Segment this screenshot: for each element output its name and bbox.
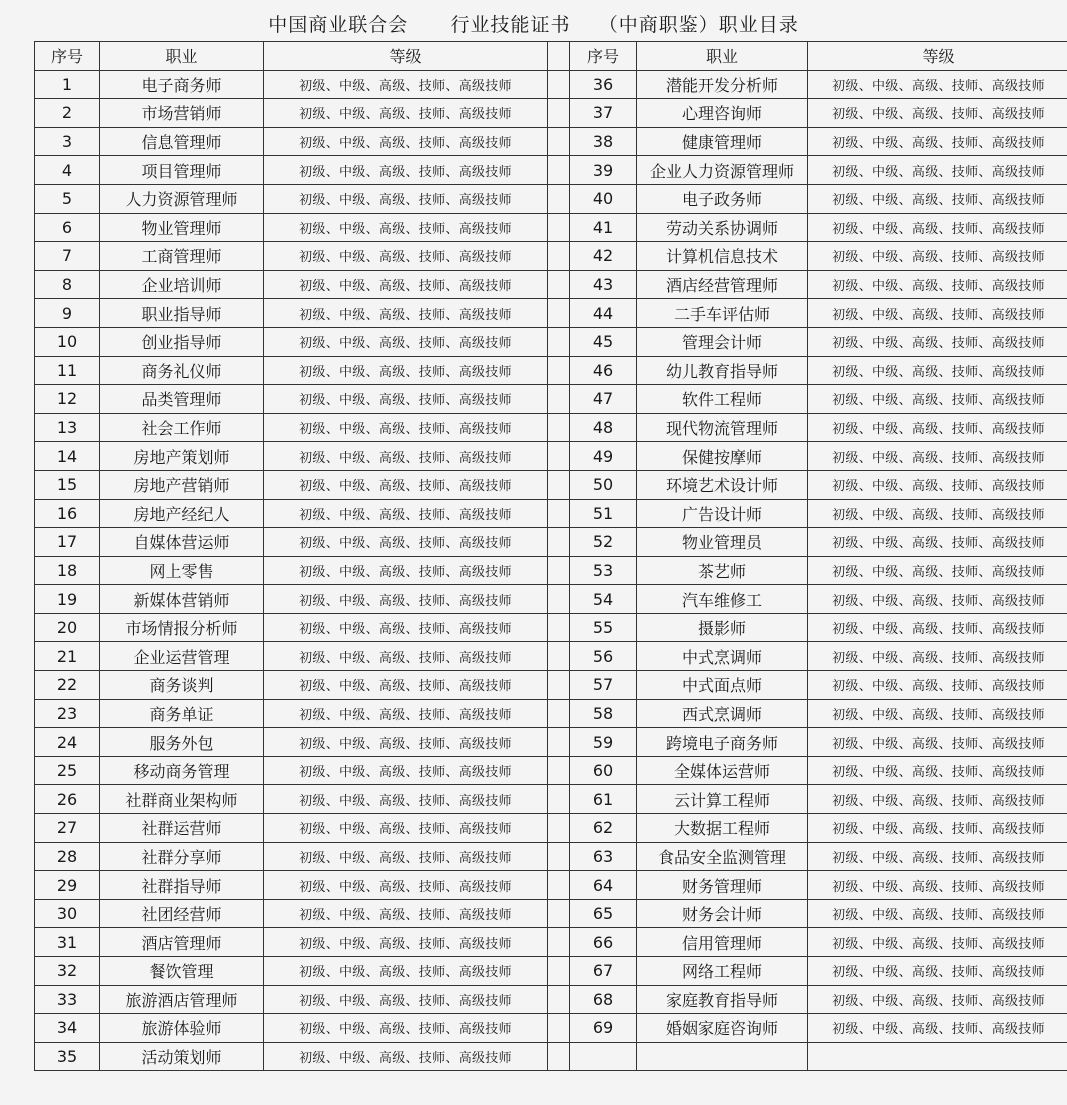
row-number: 33 (35, 985, 100, 1014)
occupation-table (34, 41, 1067, 1071)
column-gap (548, 814, 570, 843)
table-row (35, 327, 1067, 356)
occupation-name: 二手车评估师 (637, 299, 808, 328)
level-list: 初级、中级、高级、技师、高级技师 (808, 327, 1067, 356)
occupation-name: 项目管理师 (100, 156, 264, 185)
row-number: 39 (570, 156, 637, 185)
level-list: 初级、中级、高级、技师、高级技师 (808, 385, 1067, 414)
occupation-name: 财务管理师 (637, 871, 808, 900)
column-gap (548, 270, 570, 299)
level-list: 初级、中级、高级、技师、高级技师 (264, 585, 548, 614)
occupation-name: 企业运营管理 (100, 642, 264, 671)
occupation-name: 商务礼仪师 (100, 356, 264, 385)
row-number: 59 (570, 728, 637, 757)
level-list: 初级、中级、高级、技师、高级技师 (808, 957, 1067, 986)
level-list: 初级、中级、高级、技师、高级技师 (264, 156, 548, 185)
occupation-name: 社会工作师 (100, 413, 264, 442)
row-number: 56 (570, 642, 637, 671)
level-list: 初级、中级、高级、技师、高级技师 (808, 356, 1067, 385)
occupation-name: 房地产策划师 (100, 442, 264, 471)
table-row (35, 756, 1067, 785)
level-list: 初级、中级、高级、技师、高级技师 (808, 928, 1067, 957)
row-number: 23 (35, 699, 100, 728)
occupation-name: 物业管理员 (637, 528, 808, 557)
occupation-name: 广告设计师 (637, 499, 808, 528)
table-row (35, 585, 1067, 614)
column-gap (548, 1042, 570, 1071)
level-list: 初级、中级、高级、技师、高级技师 (808, 728, 1067, 757)
level-list: 初级、中级、高级、技师、高级技师 (808, 556, 1067, 585)
level-list (808, 1042, 1067, 1071)
table-row (35, 613, 1067, 642)
level-list: 初级、中级、高级、技师、高级技师 (264, 99, 548, 128)
row-number: 37 (570, 99, 637, 128)
row-number: 20 (35, 613, 100, 642)
row-number: 31 (35, 928, 100, 957)
level-list: 初级、中级、高级、技师、高级技师 (264, 70, 548, 99)
row-number: 42 (570, 242, 637, 271)
occupation-name: 食品安全监测管理 (637, 842, 808, 871)
level-list: 初级、中级、高级、技师、高级技师 (808, 299, 1067, 328)
header-no-right: 序号 (570, 42, 637, 71)
level-list: 初级、中级、高级、技师、高级技师 (808, 156, 1067, 185)
row-number: 5 (35, 184, 100, 213)
occupation-name: 社群指导师 (100, 871, 264, 900)
occupation-name: 社团经营师 (100, 899, 264, 928)
level-list: 初级、中级、高级、技师、高级技师 (264, 270, 548, 299)
row-number: 55 (570, 613, 637, 642)
occupation-name: 社群运营师 (100, 814, 264, 843)
page-title: 中国商业联合会 行业技能证书 （中商职鉴）职业目录 (268, 14, 799, 36)
row-number: 58 (570, 699, 637, 728)
occupation-name: 房地产经纪人 (100, 499, 264, 528)
occupation-name: 现代物流管理师 (637, 413, 808, 442)
level-list: 初级、中级、高级、技师、高级技师 (264, 699, 548, 728)
row-number: 24 (35, 728, 100, 757)
row-number: 63 (570, 842, 637, 871)
row-number: 61 (570, 785, 637, 814)
header-level-left: 等级 (264, 42, 548, 71)
table-row (35, 699, 1067, 728)
level-list: 初级、中级、高级、技师、高级技师 (264, 613, 548, 642)
occupation-name: 人力资源管理师 (100, 184, 264, 213)
header-no-left: 序号 (35, 42, 100, 71)
level-list: 初级、中级、高级、技师、高级技师 (264, 299, 548, 328)
occupation-name: 婚姻家庭咨询师 (637, 1014, 808, 1043)
row-number: 44 (570, 299, 637, 328)
level-list: 初级、中级、高级、技师、高级技师 (264, 327, 548, 356)
table-row (35, 99, 1067, 128)
table-row (35, 814, 1067, 843)
level-list: 初级、中级、高级、技师、高级技师 (264, 413, 548, 442)
row-number: 65 (570, 899, 637, 928)
level-list: 初级、中级、高级、技师、高级技师 (264, 1042, 548, 1071)
occupation-name: 活动策划师 (100, 1042, 264, 1071)
occupation-name: 商务谈判 (100, 671, 264, 700)
column-gap (548, 613, 570, 642)
level-list: 初级、中级、高级、技师、高级技师 (264, 242, 548, 271)
occupation-name: 网上零售 (100, 556, 264, 585)
row-number: 41 (570, 213, 637, 242)
level-list: 初级、中级、高级、技师、高级技师 (808, 528, 1067, 557)
header-job-left: 职业 (100, 42, 264, 71)
occupation-name: 家庭教育指导师 (637, 985, 808, 1014)
level-list: 初级、中级、高级、技师、高级技师 (808, 184, 1067, 213)
table-row (35, 184, 1067, 213)
level-list: 初级、中级、高级、技师、高级技师 (808, 99, 1067, 128)
occupation-name: 中式面点师 (637, 671, 808, 700)
occupation-name: 计算机信息技术 (637, 242, 808, 271)
occupation-name: 中式烹调师 (637, 642, 808, 671)
level-list: 初级、中级、高级、技师、高级技师 (264, 899, 548, 928)
row-number: 38 (570, 127, 637, 156)
row-number: 18 (35, 556, 100, 585)
occupation-name: 自媒体营运师 (100, 528, 264, 557)
occupation-name: 茶艺师 (637, 556, 808, 585)
occupation-name: 大数据工程师 (637, 814, 808, 843)
table-row (35, 413, 1067, 442)
row-number: 52 (570, 528, 637, 557)
row-number: 57 (570, 671, 637, 700)
occupation-name: 信息管理师 (100, 127, 264, 156)
level-list: 初级、中级、高级、技师、高级技师 (808, 642, 1067, 671)
column-gap (548, 585, 570, 614)
level-list: 初级、中级、高级、技师、高级技师 (264, 356, 548, 385)
level-list: 初级、中级、高级、技师、高级技师 (264, 957, 548, 986)
occupation-name: 网络工程师 (637, 957, 808, 986)
column-gap (548, 156, 570, 185)
row-number: 10 (35, 327, 100, 356)
occupation-name: 服务外包 (100, 728, 264, 757)
table-row (35, 728, 1067, 757)
occupation-name: 云计算工程师 (637, 785, 808, 814)
row-number: 68 (570, 985, 637, 1014)
column-gap (548, 70, 570, 99)
occupation-name: 环境艺术设计师 (637, 470, 808, 499)
row-number: 19 (35, 585, 100, 614)
column-gap (548, 899, 570, 928)
level-list: 初级、中级、高级、技师、高级技师 (264, 785, 548, 814)
occupation-name: 管理会计师 (637, 327, 808, 356)
row-number: 49 (570, 442, 637, 471)
level-list: 初级、中级、高级、技师、高级技师 (264, 127, 548, 156)
row-number: 67 (570, 957, 637, 986)
level-list: 初级、中级、高级、技师、高级技师 (808, 470, 1067, 499)
row-number: 3 (35, 127, 100, 156)
level-list: 初级、中级、高级、技师、高级技师 (264, 928, 548, 957)
level-list: 初级、中级、高级、技师、高级技师 (808, 127, 1067, 156)
column-gap (548, 785, 570, 814)
header-level-right: 等级 (808, 42, 1067, 71)
occupation-name: 品类管理师 (100, 385, 264, 414)
row-number: 46 (570, 356, 637, 385)
column-gap (548, 327, 570, 356)
occupation-name: 汽车维修工 (637, 585, 808, 614)
row-number: 7 (35, 242, 100, 271)
column-gap (548, 470, 570, 499)
level-list: 初级、中级、高级、技师、高级技师 (808, 814, 1067, 843)
row-number: 35 (35, 1042, 100, 1071)
column-gap (548, 699, 570, 728)
occupation-name: 摄影师 (637, 613, 808, 642)
column-gap (548, 442, 570, 471)
occupation-name: 企业培训师 (100, 270, 264, 299)
level-list: 初级、中级、高级、技师、高级技师 (264, 556, 548, 585)
occupation-name: 物业管理师 (100, 213, 264, 242)
row-number: 40 (570, 184, 637, 213)
row-number: 32 (35, 957, 100, 986)
row-number: 48 (570, 413, 637, 442)
row-number: 47 (570, 385, 637, 414)
occupation-name: 劳动关系协调师 (637, 213, 808, 242)
row-number: 64 (570, 871, 637, 900)
row-number: 17 (35, 528, 100, 557)
column-gap (548, 242, 570, 271)
table-row (35, 213, 1067, 242)
row-number: 69 (570, 1014, 637, 1043)
occupation-name (637, 1042, 808, 1071)
occupation-name: 全媒体运营师 (637, 756, 808, 785)
level-list: 初级、中级、高级、技师、高级技师 (264, 385, 548, 414)
level-list: 初级、中级、高级、技师、高级技师 (264, 1014, 548, 1043)
column-gap (548, 671, 570, 700)
row-number: 62 (570, 814, 637, 843)
occupation-name: 酒店管理师 (100, 928, 264, 957)
occupation-name: 西式烹调师 (637, 699, 808, 728)
level-list: 初级、中级、高级、技师、高级技师 (808, 213, 1067, 242)
level-list: 初级、中级、高级、技师、高级技师 (808, 1014, 1067, 1043)
occupation-name: 工商管理师 (100, 242, 264, 271)
table-row (35, 356, 1067, 385)
level-list: 初级、中级、高级、技师、高级技师 (264, 985, 548, 1014)
column-gap (548, 756, 570, 785)
level-list: 初级、中级、高级、技师、高级技师 (808, 442, 1067, 471)
table-row (35, 156, 1067, 185)
occupation-name: 房地产营销师 (100, 470, 264, 499)
occupation-name: 酒店经营管理师 (637, 270, 808, 299)
occupation-name: 职业指导师 (100, 299, 264, 328)
column-gap (548, 928, 570, 957)
occupation-name: 创业指导师 (100, 327, 264, 356)
occupation-name: 跨境电子商务师 (637, 728, 808, 757)
level-list: 初级、中级、高级、技师、高级技师 (264, 528, 548, 557)
row-number: 21 (35, 642, 100, 671)
column-gap (548, 99, 570, 128)
row-number: 30 (35, 899, 100, 928)
level-list: 初级、中级、高级、技师、高级技师 (808, 413, 1067, 442)
table-row (35, 785, 1067, 814)
row-number: 25 (35, 756, 100, 785)
column-gap (548, 728, 570, 757)
column-gap (548, 499, 570, 528)
table-row (35, 985, 1067, 1014)
occupation-name: 幼儿教育指导师 (637, 356, 808, 385)
level-list: 初级、中级、高级、技师、高级技师 (264, 442, 548, 471)
level-list: 初级、中级、高级、技师、高级技师 (808, 899, 1067, 928)
row-number: 4 (35, 156, 100, 185)
header-row (35, 42, 1067, 71)
table-row (35, 642, 1067, 671)
column-gap (548, 842, 570, 871)
row-number: 16 (35, 499, 100, 528)
column-gap (548, 556, 570, 585)
table-row (35, 442, 1067, 471)
occupation-name: 新媒体营销师 (100, 585, 264, 614)
table-row (35, 127, 1067, 156)
occupation-name: 旅游酒店管理师 (100, 985, 264, 1014)
level-list: 初级、中级、高级、技师、高级技师 (808, 585, 1067, 614)
row-number: 8 (35, 270, 100, 299)
table-row (35, 70, 1067, 99)
row-number: 28 (35, 842, 100, 871)
row-number: 50 (570, 470, 637, 499)
row-number: 34 (35, 1014, 100, 1043)
column-gap (548, 385, 570, 414)
column-gap (548, 871, 570, 900)
level-list: 初级、中级、高级、技师、高级技师 (808, 785, 1067, 814)
level-list: 初级、中级、高级、技师、高级技师 (808, 756, 1067, 785)
occupation-name: 健康管理师 (637, 127, 808, 156)
occupation-name: 软件工程师 (637, 385, 808, 414)
occupation-name: 电子政务师 (637, 184, 808, 213)
occupation-name: 心理咨询师 (637, 99, 808, 128)
row-number: 6 (35, 213, 100, 242)
row-number: 27 (35, 814, 100, 843)
level-list: 初级、中级、高级、技师、高级技师 (264, 814, 548, 843)
level-list: 初级、中级、高级、技师、高级技师 (808, 70, 1067, 99)
level-list: 初级、中级、高级、技师、高级技师 (808, 699, 1067, 728)
row-number: 9 (35, 299, 100, 328)
header-job-right: 职业 (637, 42, 808, 71)
level-list: 初级、中级、高级、技师、高级技师 (808, 842, 1067, 871)
row-number: 53 (570, 556, 637, 585)
level-list: 初级、中级、高级、技师、高级技师 (264, 642, 548, 671)
occupation-name: 市场营销师 (100, 99, 264, 128)
row-number (570, 1042, 637, 1071)
table-row (35, 1014, 1067, 1043)
occupation-name: 社群商业架构师 (100, 785, 264, 814)
level-list: 初级、中级、高级、技师、高级技师 (264, 470, 548, 499)
table-row (35, 299, 1067, 328)
table-row (35, 899, 1067, 928)
level-list: 初级、中级、高级、技师、高级技师 (808, 499, 1067, 528)
level-list: 初级、中级、高级、技师、高级技师 (808, 671, 1067, 700)
column-gap (548, 957, 570, 986)
row-number: 1 (35, 70, 100, 99)
row-number: 45 (570, 327, 637, 356)
column-gap (548, 642, 570, 671)
level-list: 初级、中级、高级、技师、高级技师 (808, 613, 1067, 642)
table-row (35, 842, 1067, 871)
table-row (35, 270, 1067, 299)
table-row (35, 1042, 1067, 1071)
column-gap (548, 42, 570, 71)
table-row (35, 928, 1067, 957)
column-gap (548, 184, 570, 213)
occupation-name: 财务会计师 (637, 899, 808, 928)
row-number: 51 (570, 499, 637, 528)
column-gap (548, 1014, 570, 1043)
row-number: 26 (35, 785, 100, 814)
row-number: 54 (570, 585, 637, 614)
row-number: 2 (35, 99, 100, 128)
occupation-name: 电子商务师 (100, 70, 264, 99)
row-number: 12 (35, 385, 100, 414)
level-list: 初级、中级、高级、技师、高级技师 (264, 756, 548, 785)
level-list: 初级、中级、高级、技师、高级技师 (264, 871, 548, 900)
row-number: 15 (35, 470, 100, 499)
row-number: 13 (35, 413, 100, 442)
occupation-name: 市场情报分析师 (100, 613, 264, 642)
table-row (35, 957, 1067, 986)
level-list: 初级、中级、高级、技师、高级技师 (808, 985, 1067, 1014)
level-list: 初级、中级、高级、技师、高级技师 (808, 270, 1067, 299)
occupation-name: 餐饮管理 (100, 957, 264, 986)
occupation-name: 保健按摩师 (637, 442, 808, 471)
level-list: 初级、中级、高级、技师、高级技师 (264, 213, 548, 242)
table-row (35, 385, 1067, 414)
level-list: 初级、中级、高级、技师、高级技师 (264, 842, 548, 871)
row-number: 11 (35, 356, 100, 385)
occupation-name: 企业人力资源管理师 (637, 156, 808, 185)
occupation-name: 移动商务管理 (100, 756, 264, 785)
level-list: 初级、中级、高级、技师、高级技师 (808, 871, 1067, 900)
level-list: 初级、中级、高级、技师、高级技师 (808, 242, 1067, 271)
column-gap (548, 356, 570, 385)
occupation-name: 旅游体验师 (100, 1014, 264, 1043)
column-gap (548, 413, 570, 442)
column-gap (548, 528, 570, 557)
occupation-name: 信用管理师 (637, 928, 808, 957)
occupation-name: 商务单证 (100, 699, 264, 728)
table-row (35, 556, 1067, 585)
table-row (35, 871, 1067, 900)
table-row (35, 528, 1067, 557)
row-number: 43 (570, 270, 637, 299)
level-list: 初级、中级、高级、技师、高级技师 (264, 184, 548, 213)
table-row (35, 671, 1067, 700)
row-number: 29 (35, 871, 100, 900)
column-gap (548, 985, 570, 1014)
column-gap (548, 299, 570, 328)
level-list: 初级、中级、高级、技师、高级技师 (264, 728, 548, 757)
table-row (35, 470, 1067, 499)
level-list: 初级、中级、高级、技师、高级技师 (264, 671, 548, 700)
occupation-name: 潜能开发分析师 (637, 70, 808, 99)
column-gap (548, 213, 570, 242)
table-row (35, 242, 1067, 271)
row-number: 36 (570, 70, 637, 99)
column-gap (548, 127, 570, 156)
row-number: 66 (570, 928, 637, 957)
row-number: 60 (570, 756, 637, 785)
table-row (35, 499, 1067, 528)
level-list: 初级、中级、高级、技师、高级技师 (264, 499, 548, 528)
row-number: 22 (35, 671, 100, 700)
occupation-name: 社群分享师 (100, 842, 264, 871)
row-number: 14 (35, 442, 100, 471)
